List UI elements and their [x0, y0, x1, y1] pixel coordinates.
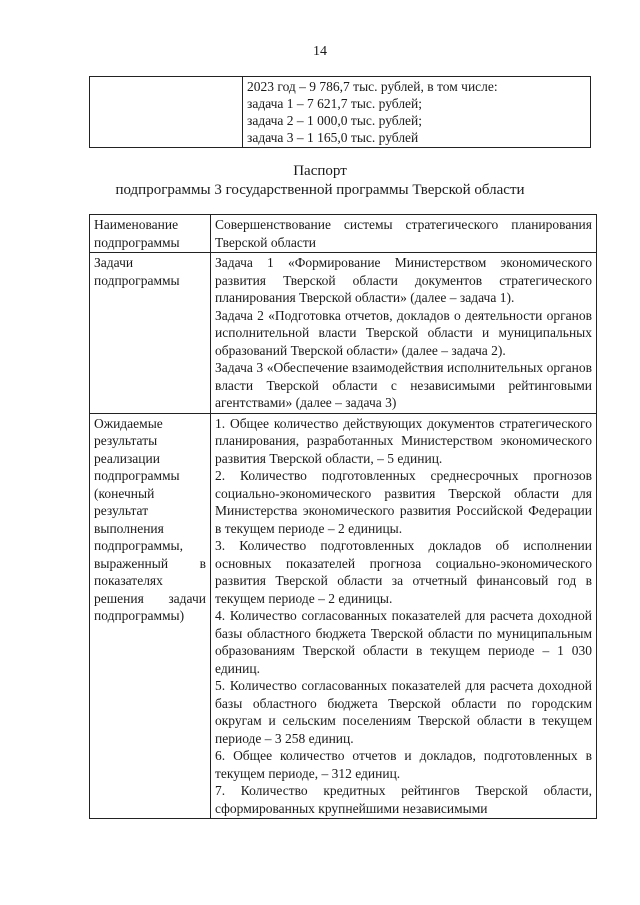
table-row-results: [90, 413, 597, 819]
paragraph-task-3: Задача 3 «Обеспечение взаимодействия исполнительных органов власти Тверской области с независимыми рейтинговыми агентствами» (далее – задача 3): [215, 360, 592, 410]
funding-line-task2: задача 2 – 1 000,0 тыс. рублей;: [247, 113, 423, 128]
paragraph-result-5: 5. Количество согласованных показателей для расчета доходной базы областного бюджета Тверской области по городским округам и сельским поселениям Тверской области в текущем периоде – 3 258 единиц.: [215, 678, 592, 746]
paragraph-result-7: 7. Количество кредитных рейтингов Тверской области, сформированных крупнейшими независимыми: [215, 783, 592, 816]
paragraph-result-6: 6. Общее количество отчетов и докладов, подготовленных в текущем периоде, – 312 единиц.: [215, 748, 592, 781]
passport-title-line1: Паспорт: [293, 163, 347, 179]
row-value-tasks: [211, 253, 597, 414]
passport-title: [0, 162, 640, 200]
funding-line-task1: задача 1 – 7 621,7 тыс. рублей;: [247, 96, 423, 111]
funding-line-total: 2023 год – 9 786,7 тыс. рублей, в том числе:: [247, 79, 498, 94]
page-number: 14: [313, 44, 327, 59]
row-label-tasks: Задачи подпрограммы: [90, 253, 211, 414]
funding-values-cell: [243, 77, 591, 148]
paragraph-result-3: 3. Количество подготовленных докладов об исполнении основных показателей прогноза социально-экономического развития Тверской области за отчетный финансовый год в текущем периоде – 2 единицы.: [215, 538, 592, 606]
table-row-name: [90, 215, 597, 253]
paragraph-task-1: Задача 1 «Формирование Министерством экономического развития Тверской области документов стратегического планирования Тверской области» (далее – задача 1).: [215, 255, 592, 305]
paragraph-task-2: Задача 2 «Подготовка отчетов, докладов о деятельности органов исполнительной власти Тверской области и муниципальных образований Тверской области» (далее – задача 2).: [215, 307, 592, 358]
paragraph-result-1: 1. Общее количество действующих документов стратегического планирования, разработанных Министерством экономического развития Тверской области, – 5 единиц.: [215, 415, 592, 466]
paragraph: Совершенствование системы стратегического планирования Тверской области: [215, 217, 592, 250]
table-row-tasks: [90, 253, 597, 414]
paragraph-result-2: 2. Количество подготовленных среднесрочных прогнозов социально-экономического развития Тверской области для Министерства экономического развития Российской Федерации в текущем периоде – 2 единицы.: [215, 468, 592, 536]
funding-row: [90, 77, 591, 148]
row-value-results: [211, 413, 597, 819]
funding-line-task3: задача 3 – 1 165,0 тыс. рублей: [247, 130, 419, 145]
row-label-results: Ожидаемые результаты реализации подпрограммы (конечный результат выполнения подпрограммы, выраженный в показателях решения задачи подпрограммы): [90, 413, 211, 819]
row-value-name: [211, 215, 597, 253]
funding-empty-cell: [90, 77, 243, 148]
passport-table: [89, 214, 597, 819]
passport-title-line2: подпрограммы 3 государственной программы Тверской области: [115, 182, 525, 198]
funding-table: [89, 76, 591, 148]
paragraph-result-4: 4. Количество согласованных показателей для расчета доходной базы областного бюджета Тверской области по муниципальным образованиям Тверской области в текущем периоде – 1 030 единиц.: [215, 608, 592, 676]
row-label-name: Наименование подпрограммы: [90, 215, 211, 253]
